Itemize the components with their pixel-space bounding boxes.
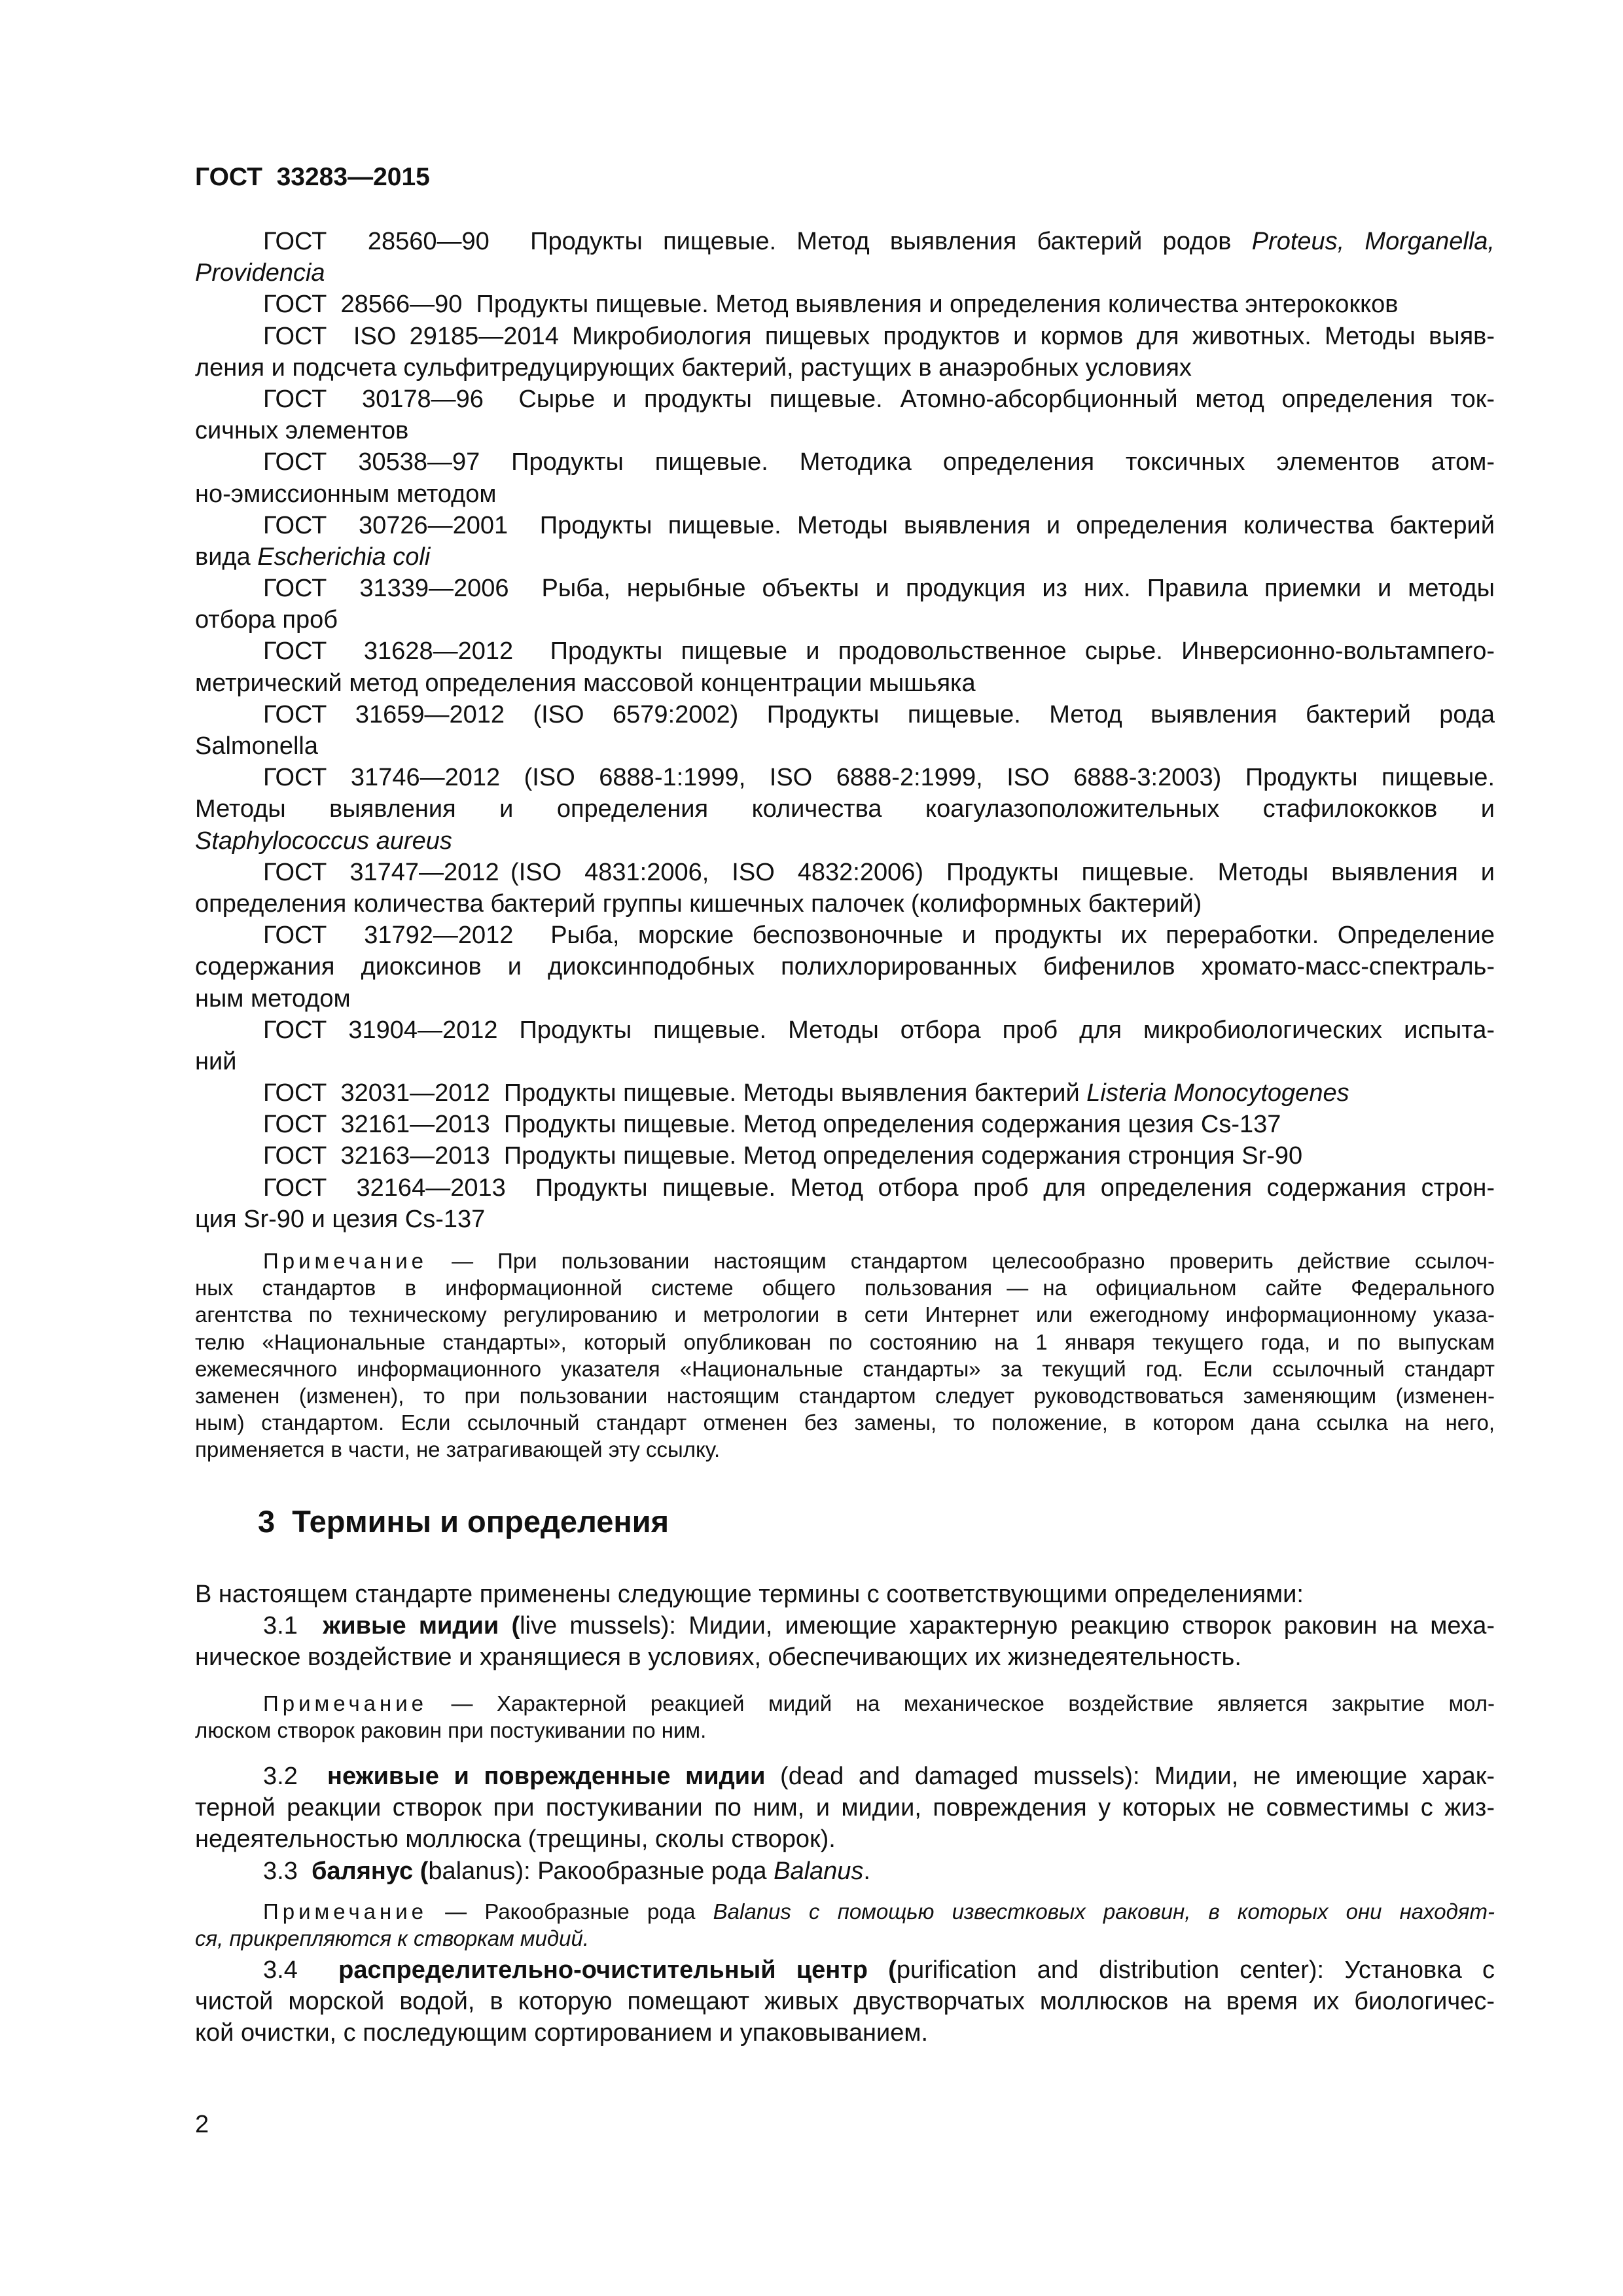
reference-line: Staphylococcus aureus xyxy=(195,827,452,855)
note-line: ежемесячного информационного указателя «Национальные стандарты» за текущий год. Если ссылочный стандарт xyxy=(195,1356,1495,1381)
note-3-1 xyxy=(195,1690,1495,1744)
reference-line: отбора проб xyxy=(195,606,338,634)
reference-line: метрический метод определения массовой концентрации мышьяка xyxy=(195,669,976,697)
reference-line: ГОСТ 31792—2012 Рыба, морские беспозвоночные и продукты их переработки. Определение xyxy=(263,922,1495,950)
reference-line: ГОСТ 32161—2013 Продукты пищевые. Метод определения содержания цезия Cs-137 xyxy=(263,1111,1281,1139)
term-3-1: 3.1 живые мидии (live mussels): Мидии, имеющие характерную реакцию створок раковин на меха- xyxy=(263,1612,1495,1640)
reference-line: сичных элементов xyxy=(195,417,409,445)
note-line: Примечание — Характерной реакцией мидий на механическое воздействие является закрытие мол- xyxy=(263,1691,1495,1715)
note-line: ся, прикрепляются к створкам мидий. xyxy=(195,1926,590,1951)
reference-line: ГОСТ 31746—2012 (ISO 6888-1:1999, ISO 6888-2:1999, ISO 6888-3:2003) Продукты пищевые. xyxy=(263,764,1495,792)
reference-line: но-эмиссионным методом xyxy=(195,480,497,508)
references-note xyxy=(195,1247,1495,1463)
note-3-3 xyxy=(195,1898,1495,1952)
section-intro: В настоящем стандарте применены следующие термины с соответствующими определениями: xyxy=(195,1581,1304,1608)
reference-line: ным методом xyxy=(195,984,351,1013)
term-3-3: 3.3 балянус (balanus): Ракообразные рода Balanus. xyxy=(263,1857,870,1885)
reference-line: ГОСТ 32164—2013 Продукты пищевые. Метод отбора проб для определения содержания строн- xyxy=(263,1174,1495,1202)
reference-line: ГОСТ 31904—2012 Продукты пищевые. Методы отбора проб для микробиологических испыта- xyxy=(263,1016,1495,1044)
reference-line: содержания диоксинов и диоксинподобных полихлорированных бифенилов хромато-масс-спектраль- xyxy=(195,953,1495,981)
term-3-4-block xyxy=(195,1954,1495,2049)
reference-line: ГОСТ 31659—2012 (ISO 6579:2002) Продукты пищевые. Метод выявления бактерий рода xyxy=(263,700,1495,728)
reference-line: определения количества бактерий группы кишечных палочек (колиформных бактерий) xyxy=(195,889,1202,918)
term-3-2: 3.2 неживые и поврежденные мидии (dead and damaged mussels): Мидии, не имеющие харак- xyxy=(263,1763,1495,1790)
reference-line: ГОСТ 30178—96 Сырье и продукты пищевые. Атомно-абсорбционный метод определения ток- xyxy=(263,385,1495,413)
note-line: агентства по техническому регулированию и метрологии в сети Интернет или ежегодному информационному указа- xyxy=(195,1302,1495,1327)
note-line: ным) стандартом. Если ссылочный стандарт отменен без замены, то положение, в котором дана ссылка на него, xyxy=(195,1410,1495,1435)
reference-line: ГОСТ 31747—2012 (ISO 4831:2006, ISO 4832:2006) Продукты пищевые. Методы выявления и xyxy=(263,858,1495,886)
reference-line: ГОСТ 28566—90 Продукты пищевые. Метод выявления и определения количества энтерококков xyxy=(263,291,1399,319)
note-line: применяется в части, не затрагивающей эту ссылку. xyxy=(195,1437,721,1462)
reference-line: ГОСТ 31628—2012 Продукты пищевые и продовольственное сырье. Инверсионно-вольтампero- xyxy=(263,637,1495,666)
terms-3-2-3-3 xyxy=(195,1761,1495,1887)
note-label: Примечание xyxy=(263,1249,428,1273)
reference-line: ГОСТ 28560—90 Продукты пищевые. Метод выявления бактерий родов Proteus, Morganella, xyxy=(263,228,1495,255)
note-label: Примечание xyxy=(263,1691,428,1715)
note-label: Примечание xyxy=(263,1899,428,1924)
reference-line: Методы выявления и определения количества коагулазоположительных стафилококков и xyxy=(195,795,1495,823)
term-3-2-continued: терной реакции створок при постукивании по ним, и мидии, повреждения у которых не совместимы с жиз- xyxy=(195,1794,1495,1822)
reference-line: ГОСТ 32163—2013 Продукты пищевые. Метод определения содержания стронция Sr-90 xyxy=(263,1142,1303,1170)
note-line: Примечание — Ракообразные рода Balanus с помощью известковых раковин, в которых они находят- xyxy=(263,1899,1495,1924)
reference-line: ГОСТ 30726—2001 Продукты пищевые. Методы выявления и определения количества бактерий xyxy=(263,511,1495,539)
reference-line: вида Escherichia coli xyxy=(195,543,431,571)
reference-line: Providencia xyxy=(195,259,325,287)
note-line: телю «Национальные стандарты», который опубликован по состоянию на 1 января текущего года, и по выпускам xyxy=(195,1329,1495,1354)
note-line: заменен (изменен), то при пользовании настоящим стандартом следует руководствоваться заменяющим (изменен- xyxy=(195,1383,1495,1408)
references-list xyxy=(195,226,1495,1235)
note-line: люском створок раковин при постукивании по ним. xyxy=(195,1718,707,1743)
section-heading: 3 Термины и определения xyxy=(258,1504,669,1539)
term-3-4-continued: чистой морской водой, в которую помещают живых двустворчатых моллюсков на время их биологичес- xyxy=(195,1988,1495,2016)
term-3-4-continued: кой очистки, с последующим сортированием и упаковыванием. xyxy=(195,2019,929,2047)
reference-line: Salmonella xyxy=(195,732,318,760)
note-line: Примечание — При пользовании настоящим стандартом целесообразно проверить действие ссылоч- xyxy=(263,1249,1495,1273)
reference-line: ГОСТ 32031—2012 Продукты пищевые. Методы выявления бактерий Listeria Monocytogenes xyxy=(263,1079,1349,1107)
reference-line: ний xyxy=(195,1047,237,1075)
reference-line: ГОСТ 31339—2006 Рыба, нерыбные объекты и продукция из них. Правила приемки и методы xyxy=(263,575,1495,603)
term-3-4: 3.4 распределительно-очистительный центр (purification and distribution center): Установка с xyxy=(263,1956,1495,1984)
note-line: ных стандартов в информационной системе общего пользования — на официальном сайте Федерального xyxy=(195,1276,1495,1300)
page-number: 2 xyxy=(195,2111,209,2138)
reference-line: ГОСТ 30538—97 Продукты пищевые. Методика определения токсичных элементов атом- xyxy=(263,448,1495,476)
reference-line: ления и подсчета сульфитредуцирующих бактерий, растущих в анаэробных условиях xyxy=(195,353,1192,382)
section3-intro-block xyxy=(195,1579,1495,1674)
reference-line: ция Sr-90 и цезия Cs-137 xyxy=(195,1205,486,1233)
document-header: ГОСТ 33283—2015 xyxy=(195,163,430,191)
term-3-1-continued: ническое воздействие и хранящиеся в условиях, обеспечивающих их жизнедеятельность. xyxy=(195,1643,1241,1672)
term-3-2-continued: недеятельностью моллюска (трещины, сколы створок). xyxy=(195,1825,836,1854)
reference-line: ГОСТ ISO 29185—2014 Микробиология пищевых продуктов и кормов для животных. Методы выяв- xyxy=(263,322,1495,350)
